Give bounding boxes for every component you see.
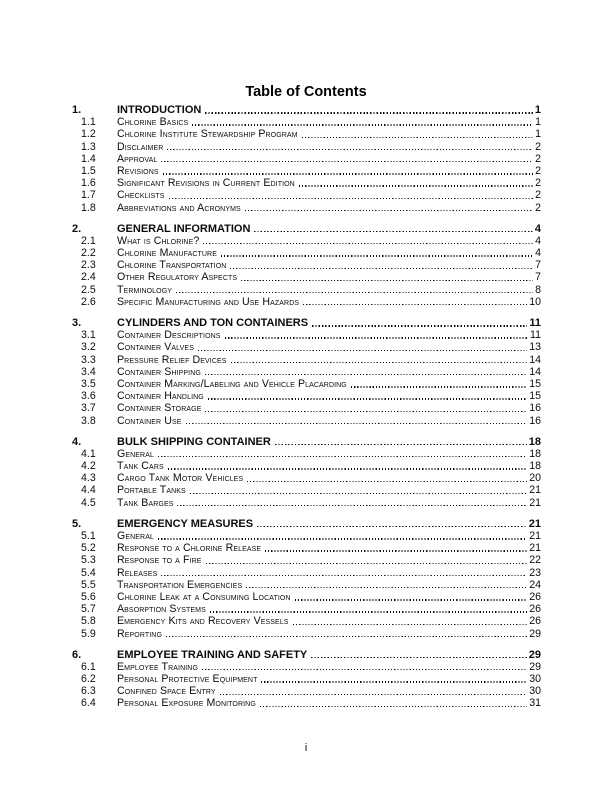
entry-page-number: 29 bbox=[529, 660, 541, 673]
entry-number: 6.2 bbox=[81, 673, 96, 686]
entry-title: Chlorine Transportation bbox=[117, 259, 227, 272]
dot-leader bbox=[202, 366, 528, 378]
dot-leader bbox=[158, 567, 528, 579]
entry-page-number: 21 bbox=[529, 530, 541, 542]
entry-page-number: 30 bbox=[529, 673, 541, 686]
entry-page-number: 15 bbox=[529, 377, 541, 390]
toc-section bbox=[72, 223, 541, 308]
entry-page-number: 23 bbox=[529, 566, 541, 579]
entry-number: 5.6 bbox=[81, 590, 96, 603]
entry-title: Container Shipping bbox=[117, 365, 201, 378]
dot-leader bbox=[290, 615, 529, 627]
entry-number: 1.6 bbox=[81, 177, 96, 190]
entry-title: Revisions bbox=[117, 164, 159, 177]
toc-entry[interactable] bbox=[72, 497, 541, 509]
dot-leader bbox=[174, 497, 528, 509]
entry-number: 3.3 bbox=[81, 353, 96, 366]
toc-entry[interactable] bbox=[72, 460, 541, 472]
toc-entry[interactable] bbox=[72, 202, 541, 214]
entry-number: 4.4 bbox=[81, 484, 96, 497]
dot-leader bbox=[166, 189, 535, 201]
toc-section-heading[interactable] bbox=[72, 649, 541, 661]
entry-number: 5.1 bbox=[81, 530, 96, 542]
section-number: 1. bbox=[72, 104, 82, 116]
entry-title: Other Regulatory Aspects bbox=[117, 271, 238, 284]
dot-leader bbox=[202, 402, 528, 414]
entry-page-number: 21 bbox=[529, 484, 541, 497]
dot-leader bbox=[202, 104, 534, 116]
toc-entry[interactable] bbox=[72, 177, 541, 189]
footer-page-number: i bbox=[304, 742, 308, 754]
dot-leader bbox=[164, 141, 534, 153]
entry-page-number: 1 bbox=[535, 116, 541, 129]
entry-page-number: 18 bbox=[529, 460, 541, 473]
entry-page-number: 2 bbox=[535, 164, 541, 177]
entry-page-number: 8 bbox=[535, 283, 541, 296]
entry-page-number: 29 bbox=[529, 627, 541, 640]
entry-title: What is Chlorine? bbox=[117, 234, 200, 247]
dot-leader bbox=[217, 685, 529, 697]
entry-number: 2.1 bbox=[81, 234, 96, 247]
dot-leader bbox=[272, 436, 528, 448]
dot-leader bbox=[300, 296, 528, 308]
entry-page-number: 26 bbox=[529, 615, 541, 628]
dot-leader bbox=[189, 116, 534, 128]
section-page-number: 4 bbox=[534, 222, 541, 235]
toc-entry[interactable] bbox=[72, 284, 541, 296]
toc-entry[interactable] bbox=[72, 591, 541, 603]
dot-leader bbox=[258, 673, 528, 685]
toc-entry[interactable] bbox=[72, 603, 541, 615]
entry-title: Container Storage bbox=[117, 402, 202, 415]
entry-title: Terminology bbox=[117, 283, 173, 296]
entry-number: 1.1 bbox=[81, 116, 96, 129]
entry-number: 3.5 bbox=[81, 377, 96, 390]
dot-leader bbox=[309, 317, 528, 329]
entry-page-number: 11 bbox=[530, 329, 541, 342]
dot-leader bbox=[160, 165, 534, 177]
entry-title: Absorption Systems bbox=[117, 603, 206, 616]
dot-leader bbox=[296, 177, 534, 189]
section-page-number: 11 bbox=[529, 317, 541, 329]
toc-section bbox=[72, 649, 541, 710]
section-number: 2. bbox=[72, 222, 82, 235]
entry-page-number: 2 bbox=[535, 189, 541, 202]
entry-page-number: 4 bbox=[535, 247, 541, 260]
dot-leader bbox=[238, 271, 534, 283]
toc-entry[interactable] bbox=[72, 296, 541, 308]
entry-number: 1.8 bbox=[81, 201, 96, 214]
section-number: 5. bbox=[72, 517, 82, 530]
entry-page-number: 4 bbox=[535, 234, 541, 247]
toc-entry[interactable] bbox=[72, 402, 541, 414]
entry-page-number: 26 bbox=[529, 603, 541, 616]
entry-number: 1.7 bbox=[81, 189, 96, 202]
entry-number: 1.5 bbox=[81, 164, 96, 177]
entry-number: 1.4 bbox=[81, 152, 96, 165]
toc-entry[interactable] bbox=[72, 128, 541, 140]
toc-section bbox=[72, 317, 541, 427]
entry-page-number: 18 bbox=[529, 447, 541, 460]
entry-title: Abbreviations and Acronyms bbox=[117, 201, 241, 214]
entry-title: Container Marking/Labeling and Vehicle Placarding bbox=[117, 377, 347, 390]
entry-title: Transportation Emergencies bbox=[117, 578, 243, 591]
dot-leader bbox=[292, 591, 529, 603]
section-title: EMPLOYEE TRAINING AND SAFETY bbox=[117, 648, 308, 661]
entry-number: 3.6 bbox=[81, 390, 96, 403]
dot-leader bbox=[218, 247, 534, 259]
toc-entry[interactable] bbox=[72, 628, 541, 640]
section-page-number: 29 bbox=[528, 648, 541, 661]
page-title: Table of Contents bbox=[245, 84, 367, 100]
entry-page-number: 14 bbox=[529, 365, 541, 378]
toc-entry[interactable] bbox=[72, 697, 541, 709]
entry-page-number: 2 bbox=[535, 152, 541, 165]
section-page-number: 18 bbox=[528, 435, 541, 448]
dot-leader bbox=[163, 628, 528, 640]
dot-leader bbox=[205, 390, 528, 402]
table-of-contents bbox=[72, 104, 541, 710]
toc-entry[interactable] bbox=[72, 661, 541, 673]
entry-title: Container Use bbox=[117, 414, 182, 427]
entry-title: Container Valves bbox=[117, 341, 194, 354]
entry-title: Emergency Kits and Recovery Vessels bbox=[117, 615, 289, 628]
dot-leader bbox=[251, 223, 533, 235]
entry-number: 5.7 bbox=[81, 603, 96, 616]
entry-page-number: 21 bbox=[529, 542, 541, 555]
entry-number: 3.8 bbox=[81, 414, 96, 427]
dot-leader bbox=[155, 530, 528, 542]
entry-number: 6.1 bbox=[81, 660, 96, 673]
dot-leader bbox=[348, 378, 528, 390]
dot-leader bbox=[200, 235, 534, 247]
dot-leader bbox=[254, 518, 528, 530]
entry-page-number: 24 bbox=[529, 578, 541, 591]
section-page-number: 1 bbox=[534, 104, 541, 116]
toc-entry[interactable] bbox=[72, 329, 541, 341]
toc-section-heading[interactable] bbox=[72, 223, 541, 235]
toc-entry[interactable] bbox=[72, 341, 541, 353]
entry-number: 1.3 bbox=[81, 140, 96, 153]
entry-number: 3.2 bbox=[81, 341, 96, 354]
toc-entry[interactable] bbox=[72, 141, 541, 153]
entry-title: Tank Cars bbox=[117, 460, 164, 473]
entry-page-number: 15 bbox=[529, 390, 541, 403]
toc-entry[interactable] bbox=[72, 530, 541, 542]
entry-title: Response to a Fire bbox=[117, 554, 202, 567]
entry-number: 2.4 bbox=[81, 271, 96, 284]
entry-title: Disclaimer bbox=[117, 140, 164, 153]
entry-number: 5.4 bbox=[81, 566, 96, 579]
entry-title: Chlorine Basics bbox=[117, 116, 189, 129]
entry-title: Releases bbox=[117, 566, 158, 579]
dot-leader bbox=[155, 448, 528, 460]
toc-entry[interactable] bbox=[72, 567, 541, 579]
entry-title: Approval bbox=[117, 152, 158, 165]
entry-title: Container Handling bbox=[117, 390, 204, 403]
toc-section bbox=[72, 518, 541, 640]
entry-title: Chlorine Institute Stewardship Program bbox=[117, 128, 298, 141]
entry-number: 4.1 bbox=[81, 447, 96, 460]
section-title: CYLINDERS AND TON CONTAINERS bbox=[117, 317, 309, 329]
toc-entry[interactable] bbox=[72, 189, 541, 201]
toc-entry[interactable] bbox=[72, 165, 541, 177]
toc-entry[interactable] bbox=[72, 378, 541, 390]
entry-number: 4.2 bbox=[81, 460, 96, 473]
entry-page-number: 16 bbox=[529, 414, 541, 427]
entry-number: 6.3 bbox=[81, 685, 96, 698]
entry-title: Response to a Chlorine Release bbox=[117, 542, 262, 555]
dot-leader bbox=[243, 579, 528, 591]
entry-title: Container Descriptions bbox=[117, 329, 221, 342]
dot-leader bbox=[203, 554, 529, 566]
toc-entry[interactable] bbox=[72, 116, 541, 128]
entry-title: Checklists bbox=[117, 189, 165, 202]
toc-entry[interactable] bbox=[72, 472, 541, 484]
entry-page-number: 1 bbox=[535, 128, 541, 141]
toc-section-heading[interactable] bbox=[72, 317, 541, 329]
toc-entry[interactable] bbox=[72, 247, 541, 259]
section-title: EMERGENCY MEASURES bbox=[117, 517, 254, 530]
dot-leader bbox=[183, 415, 529, 427]
section-number: 6. bbox=[72, 648, 82, 661]
entry-page-number: 26 bbox=[529, 590, 541, 603]
toc-entry[interactable] bbox=[72, 235, 541, 247]
toc-entry[interactable] bbox=[72, 271, 541, 283]
dot-leader bbox=[262, 542, 528, 554]
entry-title: Personal Exposure Monitoring bbox=[117, 697, 256, 710]
entry-number: 5.5 bbox=[81, 578, 96, 591]
entry-number: 5.3 bbox=[81, 554, 96, 567]
toc-entry[interactable] bbox=[72, 448, 541, 460]
entry-title: Cargo Tank Motor Vehicles bbox=[117, 472, 244, 485]
entry-number: 4.3 bbox=[81, 472, 96, 485]
entry-title: Confined Space Entry bbox=[117, 685, 216, 698]
entry-title: Employee Training bbox=[117, 660, 199, 673]
dot-leader bbox=[158, 153, 534, 165]
toc-entry[interactable] bbox=[72, 153, 541, 165]
entry-number: 2.6 bbox=[81, 295, 96, 308]
entry-title: Specific Manufacturing and Use Hazards bbox=[117, 295, 300, 308]
entry-page-number: 2 bbox=[535, 201, 541, 214]
entry-title: Chlorine Leak at a Consuming Location bbox=[117, 590, 291, 603]
dot-leader bbox=[173, 284, 534, 296]
entry-page-number: 30 bbox=[529, 685, 541, 698]
section-title: BULK SHIPPING CONTAINER bbox=[117, 435, 271, 448]
toc-section-heading[interactable] bbox=[72, 436, 541, 448]
dot-leader bbox=[308, 649, 527, 661]
toc-section bbox=[72, 436, 541, 509]
toc-section bbox=[72, 104, 541, 214]
entry-title: Pressure Relief Devices bbox=[117, 353, 227, 366]
toc-entry[interactable] bbox=[72, 579, 541, 591]
dot-leader bbox=[195, 341, 528, 353]
dot-leader bbox=[227, 259, 534, 271]
entry-number: 5.2 bbox=[81, 542, 96, 555]
toc-entry[interactable] bbox=[72, 354, 541, 366]
entry-page-number: 7 bbox=[535, 271, 541, 284]
entry-number: 3.1 bbox=[81, 329, 96, 342]
entry-page-number: 21 bbox=[529, 496, 541, 509]
entry-title: General bbox=[117, 530, 154, 542]
entry-page-number: 16 bbox=[529, 402, 541, 415]
entry-page-number: 7 bbox=[535, 259, 541, 272]
toc-entry[interactable] bbox=[72, 390, 541, 402]
entry-title: Chlorine Manufacture bbox=[117, 247, 217, 260]
entry-title: Portable Tanks bbox=[117, 484, 186, 497]
entry-page-number: 13 bbox=[529, 341, 541, 354]
entry-number: 3.7 bbox=[81, 402, 96, 415]
toc-entry[interactable] bbox=[72, 366, 541, 378]
entry-number: 4.5 bbox=[81, 496, 96, 509]
entry-number: 2.5 bbox=[81, 283, 96, 296]
entry-page-number: 14 bbox=[529, 353, 541, 366]
toc-entry[interactable] bbox=[72, 673, 541, 685]
entry-page-number: 2 bbox=[535, 140, 541, 153]
toc-section-heading[interactable] bbox=[72, 104, 541, 116]
dot-leader bbox=[165, 460, 528, 472]
entry-page-number: 2 bbox=[535, 177, 541, 190]
section-title: GENERAL INFORMATION bbox=[117, 222, 251, 235]
entry-number: 5.9 bbox=[81, 627, 96, 640]
entry-page-number: 20 bbox=[529, 472, 541, 485]
entry-title: General bbox=[117, 447, 154, 460]
dot-leader bbox=[242, 202, 534, 214]
entry-page-number: 31 bbox=[529, 697, 541, 710]
entry-title: Personal Protective Equipment bbox=[117, 673, 258, 686]
toc-section-heading[interactable] bbox=[72, 518, 541, 530]
dot-leader bbox=[222, 329, 529, 341]
dot-leader bbox=[199, 661, 528, 673]
entry-number: 5.8 bbox=[81, 615, 96, 628]
toc-entry[interactable] bbox=[72, 615, 541, 627]
section-number: 3. bbox=[72, 317, 82, 329]
section-title: INTRODUCTION bbox=[117, 104, 202, 116]
dot-leader bbox=[207, 603, 528, 615]
toc-entry[interactable] bbox=[72, 542, 541, 554]
section-number: 4. bbox=[72, 435, 82, 448]
entry-title: Reporting bbox=[117, 627, 162, 640]
dot-leader bbox=[299, 128, 534, 140]
entry-page-number: 22 bbox=[529, 554, 541, 567]
dot-leader bbox=[244, 472, 528, 484]
toc-entry[interactable] bbox=[72, 415, 541, 427]
dot-leader bbox=[257, 697, 528, 709]
entry-title: Significant Revisions in Current Edition bbox=[117, 177, 295, 190]
entry-title: Tank Barges bbox=[117, 496, 174, 509]
section-page-number: 21 bbox=[528, 517, 541, 530]
entry-number: 3.4 bbox=[81, 365, 96, 378]
entry-number: 2.3 bbox=[81, 259, 96, 272]
dot-leader bbox=[228, 354, 529, 366]
toc-entry[interactable] bbox=[72, 685, 541, 697]
toc-entry[interactable] bbox=[72, 259, 541, 271]
entry-number: 2.2 bbox=[81, 247, 96, 260]
entry-page-number: 10 bbox=[529, 295, 541, 308]
dot-leader bbox=[187, 484, 528, 496]
entry-number: 1.2 bbox=[81, 128, 96, 141]
toc-entry[interactable] bbox=[72, 484, 541, 496]
toc-entry[interactable] bbox=[72, 554, 541, 566]
entry-number: 6.4 bbox=[81, 697, 96, 710]
